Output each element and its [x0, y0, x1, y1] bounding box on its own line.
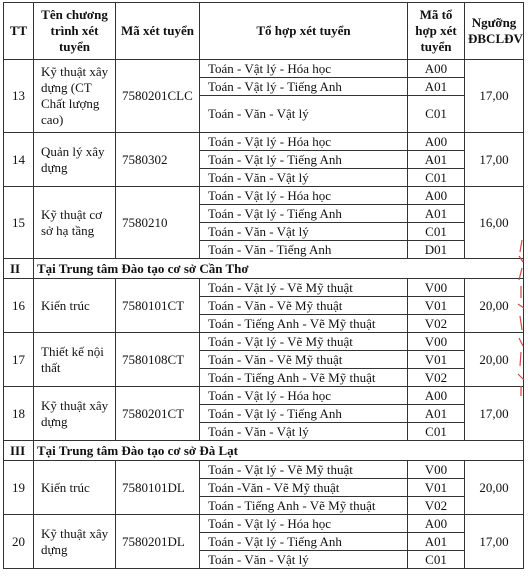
combination-label: Toán - Văn - Vật lý [200, 169, 408, 187]
row-tt: 18 [4, 387, 34, 441]
combination-label: Toán - Vật lý - Tiếng Anh [200, 78, 408, 96]
combination-label: Toán - Văn - Vẽ Mỹ thuật [200, 351, 408, 369]
admission-table [3, 2, 524, 569]
combination-label: Toán - Tiếng Anh - Vẽ Mỹ thuật [200, 315, 408, 333]
admission-code: 7580101CT [116, 279, 200, 333]
header-row [4, 3, 524, 60]
combination-label: Toán - Văn - Vật lý [200, 551, 408, 569]
combination-code: V01 [408, 351, 465, 369]
combination-label: Toán - Tiếng Anh - Vẽ Mỹ thuật [200, 369, 408, 387]
program-name: Kiến trúc [34, 461, 116, 515]
table-row [4, 515, 524, 533]
table-row [4, 387, 524, 405]
row-tt: 19 [4, 461, 34, 515]
table-body [4, 60, 524, 569]
section-row [4, 441, 524, 461]
table-row [4, 279, 524, 297]
combination-code: A00 [408, 387, 465, 405]
combination-code: D01 [408, 241, 465, 259]
combination-label: Toán - Vật lý - Tiếng Anh [200, 533, 408, 551]
combination-label: Toán - Văn - Vật lý [200, 96, 408, 133]
combination-code: A00 [408, 187, 465, 205]
combination-code: A00 [408, 60, 465, 78]
combination-code: A01 [408, 533, 465, 551]
combination-code: A00 [408, 515, 465, 533]
combination-label: Toán - Vật lý - Vẽ Mỹ thuật [200, 279, 408, 297]
threshold-score: 17,00 [465, 515, 524, 569]
combination-label: Toán - Văn - Vẽ Mỹ thuật [200, 297, 408, 315]
section-title: Tại Trung tâm Đào tạo cơ sở Đà Lạt [34, 441, 524, 461]
row-tt: 13 [4, 60, 34, 133]
combination-label: Toán - Vật lý - Hóa học [200, 387, 408, 405]
threshold-score: 20,00 [465, 279, 524, 333]
red-stamp-mark [516, 238, 526, 398]
threshold-score: 20,00 [465, 333, 524, 387]
combination-code: C01 [408, 551, 465, 569]
section-number: III [4, 441, 34, 461]
program-name: Kỹ thuật xây dựng (CT Chất lượng cao) [34, 60, 116, 133]
header-tt: TT [4, 3, 34, 60]
combination-label: Toán - Vật lý - Tiếng Anh [200, 405, 408, 423]
section-title: Tại Trung tâm Đào tạo cơ sở Cần Thơ [34, 259, 524, 279]
combination-code: V01 [408, 479, 465, 497]
combination-code: C01 [408, 223, 465, 241]
table-row [4, 333, 524, 351]
program-name: Kỹ thuật xây dựng [34, 387, 116, 441]
admission-code: 7580108CT [116, 333, 200, 387]
program-name: Kỹ thuật cơ sở hạ tầng [34, 187, 116, 259]
header-combination-code: Mã tổ hợp xét tuyển [408, 3, 465, 60]
combination-label: Toán - Vật lý - Hóa học [200, 133, 408, 151]
combination-code: A00 [408, 133, 465, 151]
combination-label: Toán - Vật lý - Tiếng Anh [200, 205, 408, 223]
header-threshold: Ngưỡng ĐBCLĐV [465, 3, 524, 60]
admission-code: 7580201DL [116, 515, 200, 569]
admission-code: 7580201CT [116, 387, 200, 441]
combination-code: V02 [408, 315, 465, 333]
combination-label: Toán -Văn - Vẽ Mỹ thuật [200, 479, 408, 497]
combination-label: Toán - Vật lý - Hóa học [200, 515, 408, 533]
program-name: Kiến trúc [34, 279, 116, 333]
combination-label: Toán - Văn - Vật lý [200, 423, 408, 441]
threshold-score: 17,00 [465, 60, 524, 133]
table-row [4, 133, 524, 151]
combination-code: V00 [408, 333, 465, 351]
combination-code: C01 [408, 96, 465, 133]
combination-code: V00 [408, 279, 465, 297]
combination-code: A01 [408, 151, 465, 169]
admission-code: 7580302 [116, 133, 200, 187]
combination-label: Toán - Văn - Vật lý [200, 223, 408, 241]
threshold-score: 17,00 [465, 387, 524, 441]
table-row [4, 187, 524, 205]
header-program-name: Tên chương trình xét tuyển [34, 3, 116, 60]
header-subject-combination: Tổ hợp xét tuyển [200, 3, 408, 60]
table-row [4, 461, 524, 479]
combination-label: Toán - Tiếng Anh - Vẽ Mỹ thuật [200, 497, 408, 515]
section-number: II [4, 259, 34, 279]
combination-label: Toán - Vật lý - Hóa học [200, 187, 408, 205]
combination-label: Toán - Vật lý - Vẽ Mỹ thuật [200, 333, 408, 351]
row-tt: 16 [4, 279, 34, 333]
program-name: Kỹ thuật xây dựng [34, 515, 116, 569]
combination-code: V02 [408, 369, 465, 387]
admission-code: 7580101DL [116, 461, 200, 515]
combination-label: Toán - Vật lý - Hóa học [200, 60, 408, 78]
combination-code: A01 [408, 405, 465, 423]
row-tt: 14 [4, 133, 34, 187]
admission-code: 7580210 [116, 187, 200, 259]
row-tt: 17 [4, 333, 34, 387]
combination-code: A01 [408, 205, 465, 223]
row-tt: 15 [4, 187, 34, 259]
stamp-stroke [518, 240, 524, 396]
header-admission-code: Mã xét tuyển [116, 3, 200, 60]
table-row [4, 60, 524, 78]
section-row [4, 259, 524, 279]
threshold-score: 16,00 [465, 187, 524, 259]
combination-code: V02 [408, 497, 465, 515]
combination-label: Toán - Văn - Tiếng Anh [200, 241, 408, 259]
combination-code: V00 [408, 461, 465, 479]
combination-label: Toán - Vật lý - Tiếng Anh [200, 151, 408, 169]
combination-code: A01 [408, 78, 465, 96]
combination-code: C01 [408, 169, 465, 187]
admission-code: 7580201CLC [116, 60, 200, 133]
row-tt: 20 [4, 515, 34, 569]
program-name: Quản lý xây dựng [34, 133, 116, 187]
threshold-score: 20,00 [465, 461, 524, 515]
combination-code: V01 [408, 297, 465, 315]
combination-code: C01 [408, 423, 465, 441]
combination-label: Toán - Vật lý - Vẽ Mỹ thuật [200, 461, 408, 479]
threshold-score: 17,00 [465, 133, 524, 187]
program-name: Thiết kế nội thất [34, 333, 116, 387]
